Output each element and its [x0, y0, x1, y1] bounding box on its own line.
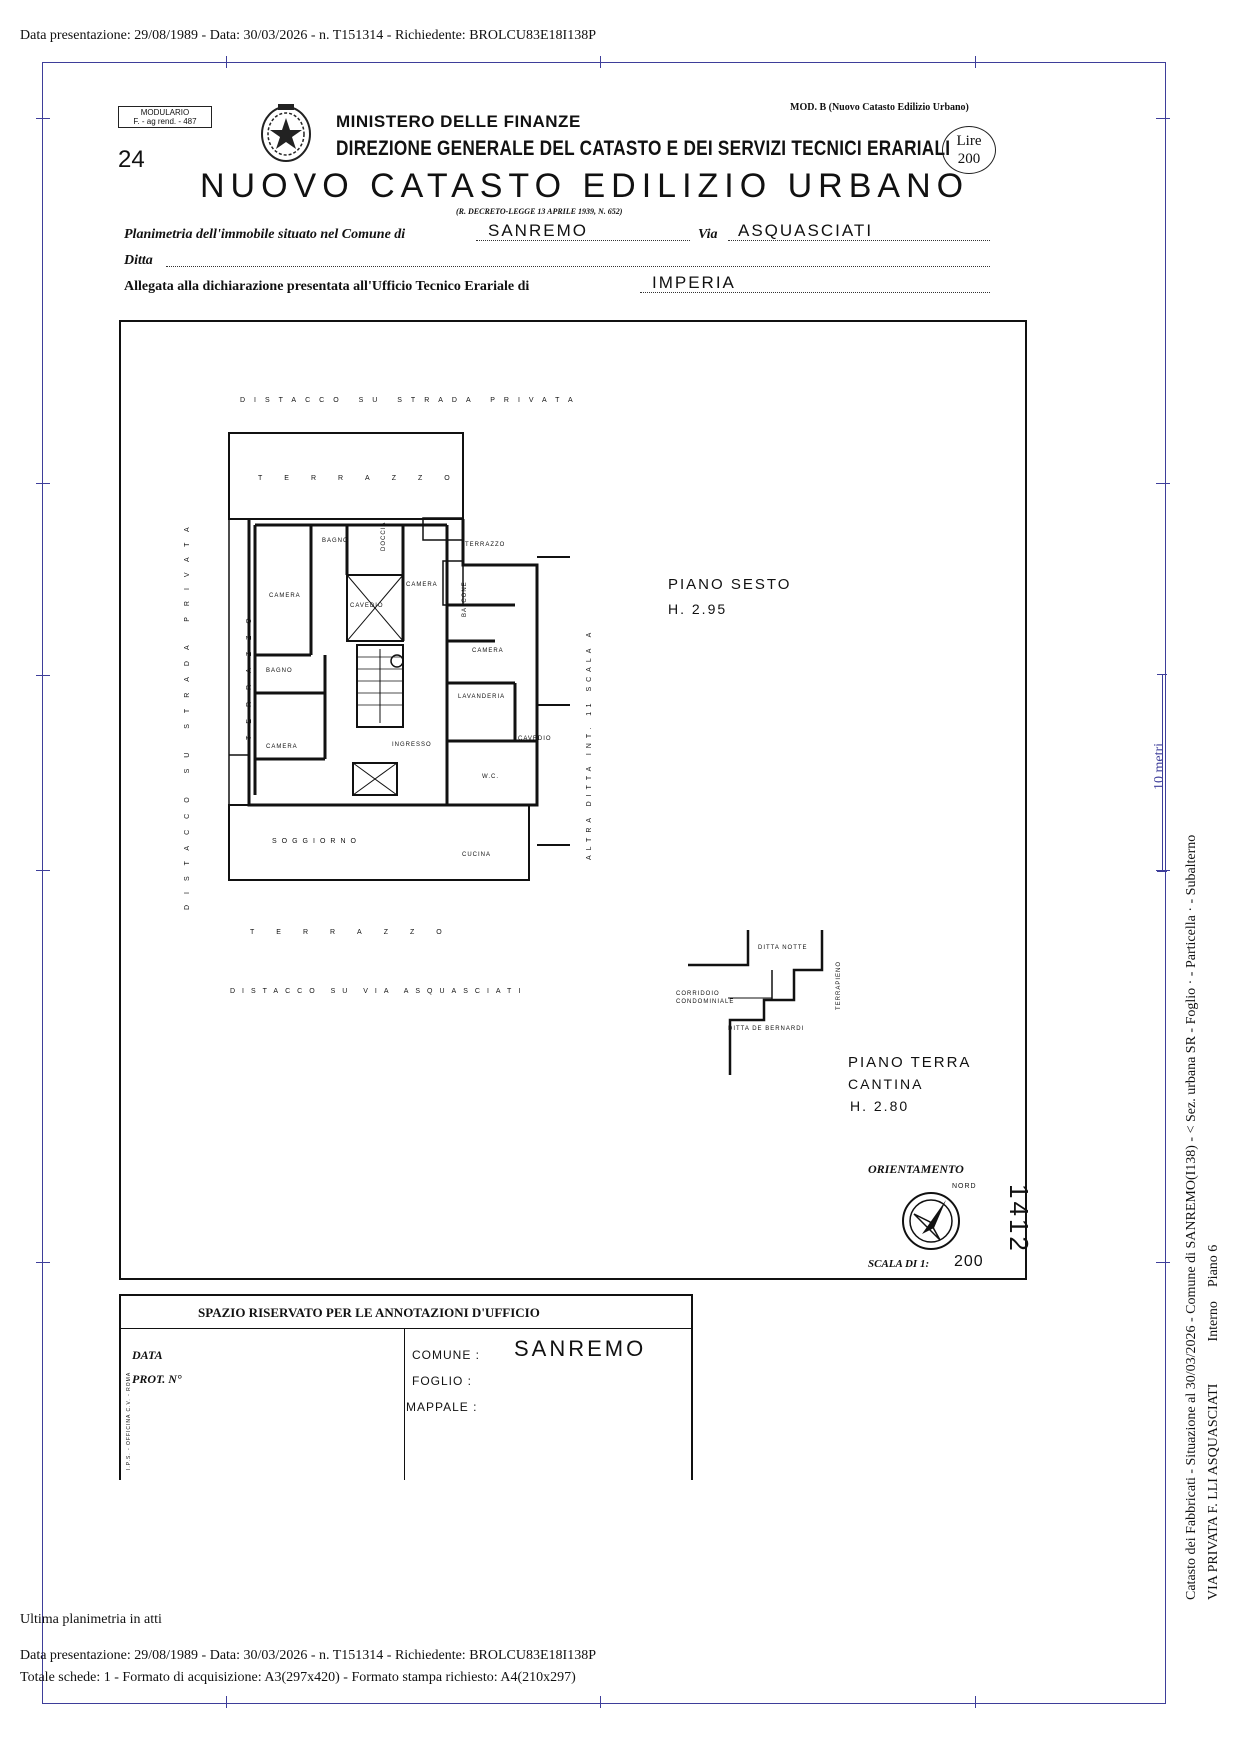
compass-icon [900, 1190, 962, 1252]
room-cucina: CUCINA [462, 852, 492, 858]
mod-b-label: MOD. B (Nuovo Catasto Edilizio Urbano) [790, 102, 969, 113]
header-line: Data presentazione: 29/08/1989 - Data: 30/03/2026 - n. T151314 - Richiedente: BROLCU83E18I138P [20, 28, 596, 43]
frame-tick [975, 56, 976, 68]
room-bagno1: BAGNO [322, 538, 349, 544]
decreto-line: (R. DECRETO-LEGGE 13 APRILE 1939, N. 652) [456, 207, 623, 216]
distacco-left-label: DISTACCO SU STRADA PRIVATA [184, 516, 191, 910]
scale-bar-cap [1157, 674, 1167, 675]
room-camera2: CAMERA [406, 582, 438, 588]
lire-label: Lire [956, 133, 982, 149]
cantina-terrapieno: TERRAPIENO [836, 960, 842, 1010]
room-balcone: BALCONE [462, 581, 468, 617]
altra-ditta-label: ALTRA DITTA INT. 11 SCALA A [586, 627, 593, 860]
modulario-line1: MODULARIO [140, 108, 190, 117]
office-title: SPAZIO RISERVATO PER LE ANNOTAZIONI D'UFFICIO [198, 1305, 540, 1320]
room-lavanderia: LAVANDERIA [458, 694, 506, 700]
lire-value: 200 [957, 151, 981, 167]
office-box [119, 1294, 693, 1480]
frame-tick [36, 675, 50, 676]
frame-tick [600, 56, 601, 68]
side-line2: VIA PRIVATA F. LLI ASQUASCIATI Interno Piano 6 [1206, 1244, 1221, 1600]
via-value: ASQUASCIATI [738, 221, 874, 240]
room-camera1: CAMERA [269, 593, 301, 599]
room-soggiorno: SOGGIORNO [272, 838, 361, 845]
room-ingresso: INGRESSO [392, 742, 432, 748]
modulario-box [118, 106, 212, 128]
terrazzo-top-label: TERRAZZO [258, 475, 472, 482]
room-cavedio1: CAVEDIO [350, 603, 384, 609]
piano-terra-height: H. 2.80 [850, 1098, 910, 1114]
distacco-bottom-label: DISTACCO SU VIA ASQUASCIATI [230, 988, 528, 995]
terrazzo-bottom-label: TERRAZZO [250, 929, 464, 936]
cantina-label: CANTINA [848, 1076, 924, 1092]
ultima-planimetria: Ultima planimetria in atti [20, 1612, 162, 1627]
emblem-icon [258, 102, 314, 164]
lire-stamp [942, 126, 996, 174]
nuovo-catasto-title: NUOVO CATASTO EDILIZIO URBANO [200, 167, 970, 205]
frame-tick [226, 56, 227, 68]
office-title-divider [119, 1328, 693, 1329]
cantina-ditta-notte: DITTA NOTTE [758, 945, 808, 951]
footer-line2: Totale schede: 1 - Formato di acquisizione: A3(297x420) - Formato stampa richiesto: A4(210x297) [20, 1670, 576, 1685]
direzione-title: DIREZIONE GENERALE DEL CATASTO E DEI SERVIZI TECNICI ERARIALI [336, 137, 951, 160]
piano-sesto-label: PIANO SESTO [668, 576, 792, 593]
comune-value: SANREMO [488, 221, 588, 240]
scale-bar-label: 10 metri [1152, 742, 1167, 790]
office-foglio-label: FOGLIO : [412, 1374, 473, 1388]
ditta-label: Ditta [124, 253, 153, 268]
frame-tick [1156, 1262, 1170, 1263]
room-bagno2: BAGNO [266, 668, 293, 674]
nord-label: NORD [952, 1183, 977, 1190]
frame-tick [36, 1262, 50, 1263]
cantina-corridoio: CORRIDOIO CONDOMINIALE [676, 991, 735, 1005]
ditta-dotline [166, 266, 990, 267]
floor-plan-drawing [225, 425, 570, 965]
frame-tick [36, 118, 50, 119]
office-prot-label: PROT. N° [132, 1372, 182, 1386]
handwritten-number: 24 [118, 146, 145, 173]
piano-sesto-height: H. 2.95 [668, 601, 728, 617]
frame-tick [36, 870, 50, 871]
footer-line1: Data presentazione: 29/08/1989 - Data: 30/03/2026 - n. T151314 - Richiedente: BROLCU83E18I138P [20, 1648, 596, 1663]
terrazzo-left-label: TERRAZZO [246, 606, 253, 740]
distacco-top-label: DISTACCO SU STRADA PRIVATA [240, 397, 582, 404]
ministero-title: MINISTERO DELLE FINANZE [336, 112, 581, 131]
scala-value: 200 [954, 1253, 984, 1270]
via-label: Via [698, 227, 718, 242]
frame-tick [36, 483, 50, 484]
modulario-line2: F. - ag rend. - 487 [133, 117, 197, 126]
frame-tick [975, 1696, 976, 1708]
scala-label: SCALA DI 1: [868, 1258, 930, 1270]
orientamento-label: ORIENTAMENTO [868, 1162, 964, 1176]
office-column-divider [404, 1328, 405, 1480]
office-comune-label: COMUNE : [412, 1348, 480, 1362]
room-wc: W.C. [482, 774, 499, 780]
allegata-label: Allegata alla dichiarazione presentata all'Ufficio Tecnico Erariale di [124, 279, 530, 294]
room-cavedio2: CAVEDIO [518, 736, 552, 742]
piano-terra-label: PIANO TERRA [848, 1054, 972, 1071]
ufficio-value: IMPERIA [652, 273, 736, 292]
frame-tick [1156, 483, 1170, 484]
room-doccia: DOCCIA [381, 521, 387, 551]
room-terrazzo-small: TERRAZZO [465, 542, 506, 548]
office-comune-value: SANREMO [514, 1336, 647, 1361]
sheet-number: 1412 [1004, 1184, 1034, 1254]
cantina-ditta-bernardi: DITTA DE BERNARDI [728, 1026, 805, 1032]
printer-note: I.P.S. - OFFICINA C.V. - ROMA [126, 1371, 132, 1470]
frame-tick [226, 1696, 227, 1708]
office-mappale-label: MAPPALE : [406, 1400, 478, 1414]
room-camera4: CAMERA [266, 744, 298, 750]
room-camera3: CAMERA [472, 648, 504, 654]
planimetria-label: Planimetria dell'immobile situato nel Comune di [124, 227, 406, 242]
side-line1: Catasto dei Fabbricati - Situazione al 30/03/2026 - Comune di SANREMO(I138) - < Sez. urbana SR - Foglio · - Particella · - Subalterno [1184, 834, 1199, 1600]
frame-tick [1156, 118, 1170, 119]
scale-bar-cap [1157, 871, 1167, 872]
frame-tick [600, 1696, 601, 1708]
office-data-label: DATA [132, 1348, 163, 1362]
